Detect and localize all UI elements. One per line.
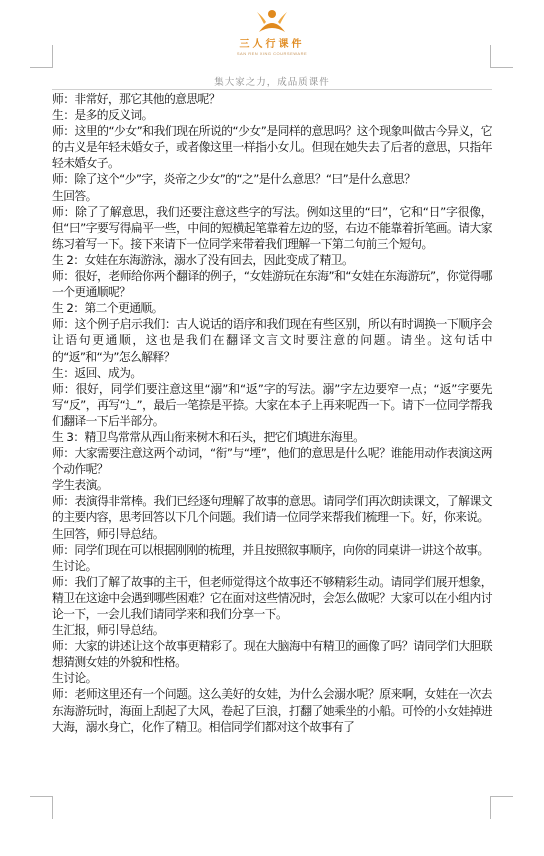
paragraph: 师：表演得非常棒。我们已经逐句理解了故事的意思。请同学们再次朗读课文，了解课文的主要内容，思考回答以下几个问题。我们请一位同学来帮我们梳理一下。好，你来说。	[52, 494, 492, 525]
document-body	[52, 91, 492, 735]
paragraph: 师：这个例子启示我们：古人说话的语序和我们现在有些区别，所以有时调换一下顺序会让语句更通顺，这也是我们在翻译文言文时要注意的问题。请坐。这句话中的“返”和“为”怎么解释？	[52, 317, 492, 364]
paragraph: 师：非常好，那它其他的意思呢？	[52, 92, 220, 106]
paragraph: 师：除了了解意思，我们还要注意这些字的写法。例如这里的“曰”，它和“日”字很像，但“曰”字要写得扁平一些，中间的短横起笔靠着左边的竖，右边不能靠着折笔画。请大家练习着写一下。接下来请下一位同学来带着我们理解一下第二句前三个短句。	[52, 204, 492, 251]
paragraph: 生 2：女娃在东海游泳，溺水了没有回去，因此变成了精卫。	[52, 252, 354, 267]
paragraph: 生回答，师引导总结。	[52, 526, 164, 541]
paragraph: 生 2：第二个更通顺。	[52, 301, 163, 316]
paragraph: 生讨论。	[52, 558, 97, 573]
paragraph: 生汇报，师引导总结。	[52, 623, 164, 638]
paragraph: 师：大家需要注意这两个动词，“衔”与“堙”，他们的意思是什么呢？谁能用动作表演这两个动作呢？	[52, 446, 492, 477]
crop-mark-top-left	[30, 45, 53, 68]
logo-text-cn: 三人行课件	[239, 39, 305, 50]
header-divider	[52, 89, 492, 90]
paragraph: 师：老师这里还有一个问题。这么美好的女娃，为什么会溺水呢？原来啊，女娃在一次去东海游玩时，海面上刮起了大风，卷起了巨浪，打翻了她乘坐的小船。可怜的小女娃掉进大海，溺水身亡，化作了精卫。相信同学们都对这个故事有了	[52, 687, 492, 734]
paragraph: 生：是多的反义词。	[52, 108, 153, 123]
paragraph: 师：同学们现在可以根据刚刚的梳理，并且按照叙事顺序，向你的同桌讲一讲这个故事。	[52, 542, 489, 557]
paragraph: 生 3：精卫鸟常常从西山衔来树木和石头，把它们填进东海里。	[52, 429, 365, 444]
paragraph: 生讨论。	[52, 671, 97, 686]
paragraph: 学生表演。	[52, 478, 108, 493]
paragraph: 师：这里的“少女”和我们现在所说的“少女”是同样的意思吗？这个现象叫做古今异义，它的古义是年轻未婚女子，或者像这里一样指小女儿。但现在她失去了后者的意思，只指年轻未婚女子。	[52, 124, 492, 171]
header-logo	[232, 8, 312, 64]
paragraph: 生：返回、成为。	[52, 365, 142, 380]
logo-text-en: SAN REN XING COURSEWARE	[236, 51, 308, 56]
logo-emblem-icon	[255, 8, 289, 34]
paragraph: 师：大家的讲述让这个故事更精彩了。现在大脑海中有精卫的画像了吗？请同学们大胆联想猜测女娃的外貌和性格。	[52, 639, 492, 670]
paragraph: 师：很好，同学们要注意这里“溺”和“返”字的写法。溺”字左边要窄一点；“返”字要先写“反”，再写“⻌”，最后一笔捺是平捺。大家在本子上再来呢西一下。请下一位同学帮我们翻译一下后半部分。	[52, 381, 492, 428]
crop-mark-bottom-left	[30, 796, 53, 819]
paragraph: 生回答。	[52, 188, 97, 203]
crop-mark-top-right	[490, 45, 513, 68]
crop-mark-bottom-right	[490, 796, 513, 819]
paragraph: 师：除了这个“少”字，炎帝之少女”的“之”是什么意思？“曰”是什么意思？	[52, 172, 416, 187]
paragraph: 师：我们了解了故事的主干，但老师觉得这个故事还不够精彩生动。请同学们展开想象，精卫在这途中会遇到哪些困难？它在面对这些情况时，会怎么做呢？大家可以在小组内讨论一下，一会儿我们请同学来和我们分享一下。	[52, 574, 492, 621]
header-slogan: 集大家之力，成品质课件	[214, 77, 330, 88]
paragraph: 师：很好，老师给你两个翻译的例子，“女娃游玩在东海”和“女娃在东海游玩”，你觉得哪一个更通顺呢？	[52, 269, 492, 300]
